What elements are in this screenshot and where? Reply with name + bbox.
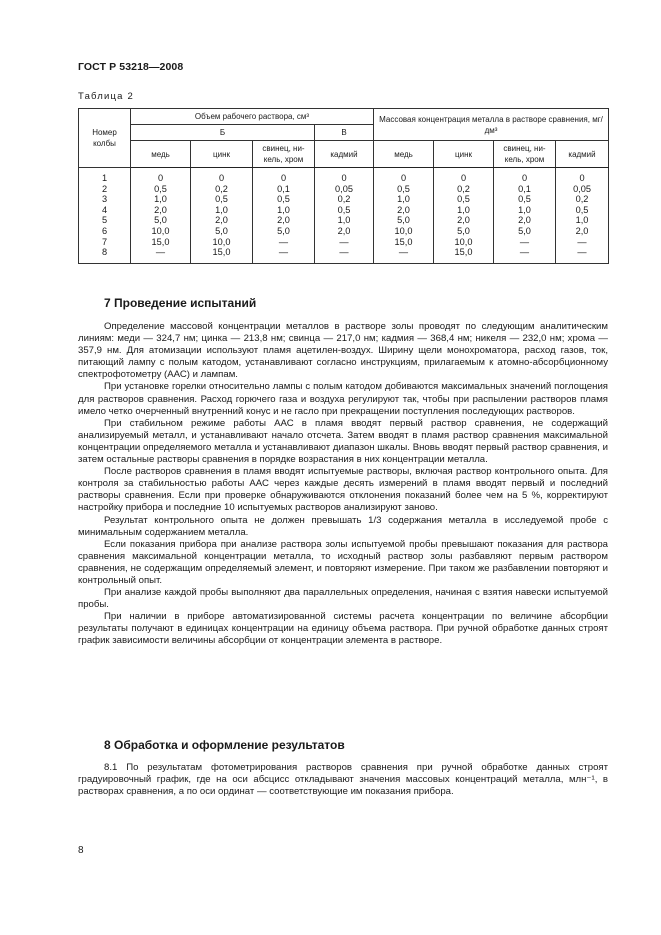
table-cell: 15,0 (434, 247, 494, 263)
table-cell: 0,5 (434, 194, 494, 205)
table-cell: — (556, 247, 609, 263)
table-cell: 4 (79, 205, 131, 216)
paragraph: При анализе каждой пробы выполняют два параллельных определения, начиная с взятия навески испытуемой пробы. (78, 587, 608, 611)
col-header-copper: медь (374, 141, 434, 168)
col-header-cadmium: кадмий (315, 141, 374, 168)
table-row (79, 237, 609, 248)
table-cell: 0,2 (191, 184, 253, 195)
table-cell: 5,0 (253, 226, 315, 237)
paragraph: Определение массовой концентрации металлов в растворе золы проводят по следующим аналитическим линиям: меди — 324,7 нм; цинка — 213,8 нм; свинца — 217,0 нм; кадмия — 368,4 нм; никеля — 232,0 нм; хрома — 357,9 нм. Для атомизации используют пламя ацетилен-воздух. Ширину щели монохроматора, расход газов, ток, питающий лампу с полым катодом, устанавливают согласно инструкциям, прилагаемым к атомно-абсорбционному спектрофотометру (ААС) и лампам. (78, 321, 608, 381)
table-cell: 2,0 (556, 226, 609, 237)
col-group-volume: Объем рабочего раствора, см³ (131, 109, 374, 125)
table-cell: 0,5 (374, 184, 434, 195)
table-cell: — (556, 237, 609, 248)
table-cell: 0 (253, 168, 315, 184)
table-cell: 0 (494, 168, 556, 184)
table-cell: 2,0 (131, 205, 191, 216)
table-cell: 10,0 (131, 226, 191, 237)
paragraph: При стабильном режиме работы ААС в пламя вводят первый раствор сравнения, не содержащий анализируемый металл, и устанавливают начало отсчета. Затем вводят в пламя раствор сравнения максимальной концентрации определяемого металла и устанавливают диапазон шкалы. Вновь вводят первый раствор сравнения, и затем остальные растворы сравнения в порядке возрастания в них концентрации металла. (78, 417, 608, 466)
table-cell: 0,5 (131, 184, 191, 195)
table-cell: 1,0 (191, 205, 253, 216)
table-cell: 0 (315, 168, 374, 184)
table-cell: 0,05 (315, 184, 374, 195)
table-cell: 1,0 (374, 194, 434, 205)
table-row (79, 226, 609, 237)
concentration-table (78, 108, 609, 264)
col-header-zinc: цинк (434, 141, 494, 168)
table-cell: 10,0 (374, 226, 434, 237)
table-cell: 0,5 (191, 194, 253, 205)
table-cell: 0,05 (556, 184, 609, 195)
table-cell: 5,0 (434, 226, 494, 237)
table-cell: 0 (131, 168, 191, 184)
table-cell: 0 (556, 168, 609, 184)
table-cell: 5,0 (374, 215, 434, 226)
col-group-mass: Массовая концентрация металла в растворе сравнения, мг/дм³ (374, 109, 609, 141)
table-cell: — (253, 247, 315, 263)
col-header-zinc: цинк (191, 141, 253, 168)
table-cell: 1,0 (494, 205, 556, 216)
subgroup-v: В (315, 125, 374, 141)
table-cell: — (315, 247, 374, 263)
table-cell: 5,0 (131, 215, 191, 226)
table-cell: 0,5 (315, 205, 374, 216)
table-cell: 0 (191, 168, 253, 184)
table-row (79, 184, 609, 195)
table-row (79, 168, 609, 184)
section-8-body (78, 762, 608, 798)
table-cell: 2,0 (434, 215, 494, 226)
table-cell: 7 (79, 237, 131, 248)
table-cell: 1,0 (556, 215, 609, 226)
table-cell: — (253, 237, 315, 248)
table-cell: 0,5 (556, 205, 609, 216)
table-cell: 10,0 (191, 237, 253, 248)
table-caption: Таблица 2 (78, 91, 134, 102)
paragraph: При наличии в приборе автоматизированной системы расчета концентрации по величине абсорбции результаты получают в единицах концентрации на единицу объема раствора. При ручной обработке данных строят график зависимости величины абсорбции от концентрации элемента в растворе. (78, 611, 608, 647)
table-cell: 5,0 (191, 226, 253, 237)
table-cell: 0,5 (494, 194, 556, 205)
table-cell: 15,0 (191, 247, 253, 263)
table-cell: 1,0 (315, 215, 374, 226)
table-cell: 1,0 (434, 205, 494, 216)
table-cell: 1 (79, 168, 131, 184)
col-header-copper: медь (131, 141, 191, 168)
table-cell: 0,2 (556, 194, 609, 205)
table-cell: — (315, 237, 374, 248)
section-8-title: 8 Обработка и оформление результатов (104, 738, 345, 752)
table-cell: 2,0 (253, 215, 315, 226)
table-cell: 5,0 (494, 226, 556, 237)
section-7-body (78, 321, 608, 648)
section-7-title: 7 Проведение испытаний (104, 296, 257, 310)
table-cell: 0,1 (494, 184, 556, 195)
table-cell: 0 (374, 168, 434, 184)
table-cell: 5 (79, 215, 131, 226)
table-row (79, 205, 609, 216)
col-header-lead: свинец, ни-кель, хром (253, 141, 315, 168)
table-row (79, 247, 609, 263)
table-cell: 2,0 (374, 205, 434, 216)
paragraph: Результат контрольного опыта не должен превышать 1/3 содержания металла в исследуемой пробе с минимальным содержанием металла. (78, 514, 608, 538)
table-cell: 15,0 (131, 237, 191, 248)
table-cell: 0,2 (434, 184, 494, 195)
col-header-lead: свинец, ни-кель, хром (494, 141, 556, 168)
table-cell: 3 (79, 194, 131, 205)
page-number: 8 (78, 845, 84, 856)
table-cell: 0 (434, 168, 494, 184)
table-cell: 15,0 (374, 237, 434, 248)
table-cell: 2,0 (494, 215, 556, 226)
table-cell: 2,0 (191, 215, 253, 226)
table-cell: — (374, 247, 434, 263)
col-header-number: Номер колбы (79, 109, 131, 168)
table-cell: 0,2 (315, 194, 374, 205)
table-cell: — (494, 237, 556, 248)
table-cell: 10,0 (434, 237, 494, 248)
table-cell: 2 (79, 184, 131, 195)
table-row (79, 215, 609, 226)
document-code: ГОСТ Р 53218—2008 (78, 61, 184, 73)
table-cell: 0,5 (253, 194, 315, 205)
col-header-cadmium: кадмий (556, 141, 609, 168)
paragraph: Если показания прибора при анализе раствора золы испытуемой пробы превышают показания для раствора сравнения максимальной концентрации металла, то исходный раствор золы разбавляют первым раствором сравнения, не содержащим определяемый элемент, и повторяют измерение. При таком же разбавлении повторяют и контрольный опыт. (78, 538, 608, 586)
table-cell: — (131, 247, 191, 263)
table-cell: 6 (79, 226, 131, 237)
table-cell: 8 (79, 247, 131, 263)
table-cell: 2,0 (315, 226, 374, 237)
paragraph: 8.1 По результатам фотометрирования растворов сравнения при ручной обработке данных строят градуировочный график, где на оси абсцисс откладывают значения массовых концентраций металла, млн⁻¹, в растворах сравнения, а по оси ординат — соответствующие им показания прибора. (78, 762, 608, 798)
subgroup-b: Б (131, 125, 315, 141)
table-cell: 0,1 (253, 184, 315, 195)
table-cell: 1,0 (131, 194, 191, 205)
paragraph: При установке горелки относительно лампы с полым катодом добиваются максимальных значений поглощения для растворов сравнения. Расход горючего газа и воздуха регулируют так, чтобы при распылении растворов пламя имело четко очерченный внутренний конус и не гасло при прекращении поступления последующих растворов. (78, 381, 608, 417)
table-row (79, 194, 609, 205)
table-cell: — (494, 247, 556, 263)
table-body (79, 168, 609, 264)
paragraph: После растворов сравнения в пламя вводят испытуемые растворы, включая раствор контрольного опыта. Для контроля за стабильностью работы ААС через каждые десять измерений в пламя вводят первый и последний растворы сравнения. Если при проверке обнаруживаются отклонения показаний более чем на 5 %, корректируют настройку прибора и последние 10 испытуемых растворов анализируют заново. (78, 466, 608, 514)
table-cell: 1,0 (253, 205, 315, 216)
